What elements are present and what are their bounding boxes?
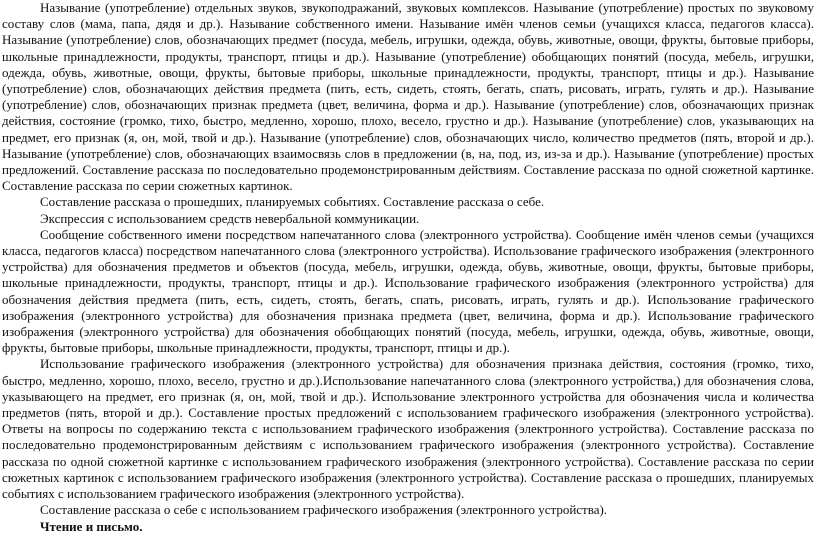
paragraph-graphic-image-usage: Использование графического изображения (электронного устройства) для обозначения признака действия, состояния (громко, тихо, быстро, медленно, хорошо, плохо, весело, грустно и др.).Использование напечатанного слова (электронного устройства,) для обозначения слова, указывающего на предмет, его признак (я, он, мой, твой и др.). Использование электронного устройства для обозначения числа и количества предметов (пять, второй и др.). Составление простых предложений с использованием графического изображения (электронного устройства). Ответы на вопросы по содержанию текста с использованием графического изображения (электронного устройства). Составление рассказа по последовательно продемонстрированным действиям с использованием графического изображения (электронного устройства). Составление рассказа по одной сюжетной картинке с использованием графического изображения (электронного устройства). Составление рассказа по серии сюжетных картинок с использованием графического изображения (электронного устройства). Составление рассказа о прошедших, планируемых событиях с использованием графического изображения (электронного устройства). <box>2 356 814 502</box>
paragraph-self-story: Составление рассказа о себе с использованием графического изображения (электронного устройства). <box>40 502 608 518</box>
paragraph-device-communication: Сообщение собственного имени посредством напечатанного слова (электронного устройства). Сообщение имён членов семьи (учащихся класса, педагогов класса) посредством напечатанного слова (электронного устройства). Использование графического изображения (электронного устройства) для обозначения предметов и объектов (посуда, мебель, игрушки, одежда, обувь, животные, овощи, фрукты, бытовые приборы, школьные принадлежности, продукты, транспорт, птицы и др.). Использование графического изображения (электронного устройства) для обозначения действия предмета (пить, есть, сидеть, стоять, бегать, спать, рисовать, играть, гулять и др.). Использование графического изображения (электронного устройства) для обозначения признака предмета (цвет, величина, форма и др.). Использование графического изображения (электронного устройства) для обозначения обобщающих понятий (посуда, мебель, игрушки, одежда, обувь, животные, овощи, фрукты, бытовые приборы, школьные принадлежности, продукты, транспорт, птицы и др.). <box>2 226 814 356</box>
paragraph-past-events-story: Составление рассказа о прошедших, планируемых событиях. Составление рассказа о себе. <box>40 194 545 210</box>
document-page <box>2 0 814 535</box>
paragraph-speech-naming: Называние (употребление) отдельных звуков, звукоподражаний, звуковых комплексов. Называние (употребление) простых по звуковому составу слов (мама, папа, дядя и др.). Называние собственного имени. Называние имён членов семьи (учащихся класса, педагогов класса). Называние (употребление) слов, обозначающих предмет (посуда, мебель, игрушки, одежда, обувь, животные, овощи, фрукты, бытовые приборы, школьные принадлежности, продукты, транспорт, птицы и др.). Называние (употребление) обобщающих понятий (посуда, мебель, игрушки, одежда, обувь, животные, овощи, фрукты, бытовые приборы, школьные принадлежности, продукты, транспорт, птицы и др.). Называние (употребление) слов, обозначающих действия предмета (пить, есть, сидеть, стоять, бегать, спать, рисовать, играть, гулять и др.). Называние (употребление) слов, обозначающих признак предмета (цвет, величина, форма и др.). Называние (употребление) слов, обозначающих признак действия, состояние (громко, тихо, быстро, медленно, хорошо, плохо, весело, грустно и др.). Называние (употребление) слов, указывающих на предмет, его признак (я, он, мой, твой и др.). Называние (употребление) слов, обозначающих число, количество предметов (пять, второй и др.). Называние (употребление) слов, обозначающих взаимосвязь слов в предложении (в, на, под, из, из-за и др.). Называние (употребление) простых предложений. Составление рассказа по последовательно продемонстрированным действиям. Составление рассказа по одной сюжетной картинке. Составление рассказа по серии сюжетных картинок. <box>2 0 814 194</box>
paragraph-nonverbal-expression: Экспрессия с использованием средств невербальной коммуникации. <box>40 210 420 226</box>
section-heading-reading-writing: Чтение и письмо. <box>40 518 143 534</box>
